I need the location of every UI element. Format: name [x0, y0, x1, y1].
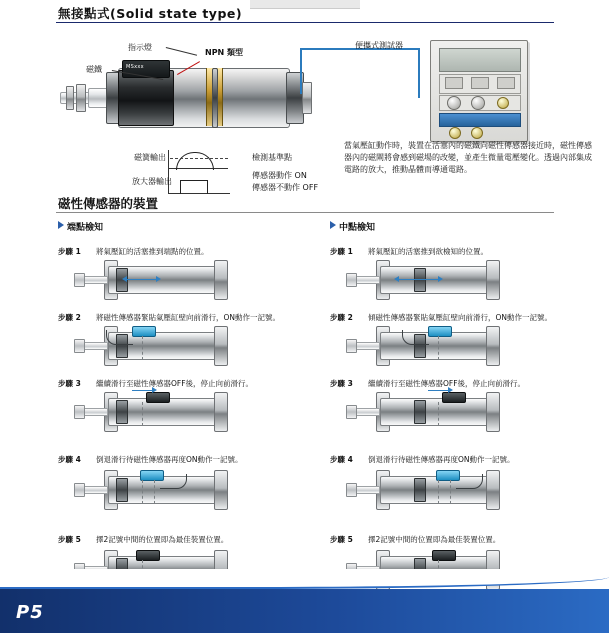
step-label-l2: 步驟 2	[58, 313, 81, 322]
mark-dash	[438, 402, 439, 426]
label-reed-output: 磁簧輸出	[134, 153, 166, 162]
section2-title: 磁性傳感器的裝置	[58, 196, 159, 211]
mini-rod-tip	[346, 273, 357, 287]
magnetic-sensor-off	[146, 392, 170, 403]
tester-screen	[439, 48, 521, 72]
label-portable-tester: 便攜式測試器	[355, 41, 403, 50]
tester-knob-1[interactable]	[447, 96, 461, 110]
mini-rod-tip	[74, 483, 85, 497]
sensor-wire	[402, 330, 429, 345]
step-text-r4: 倒退滑行待磁性傳感器再度ON動作一記號。	[368, 455, 515, 464]
magnetic-sensor-on	[132, 326, 156, 337]
cylinder-mini-r3	[352, 388, 527, 434]
mini-rod-tip	[346, 405, 357, 419]
step-text-r2: 傾磁性傳感器緊貼氣壓缸壁向前滑行，ON動作一記號。	[368, 313, 553, 322]
sensor-wire	[106, 330, 133, 345]
mini-rod-tip	[74, 339, 85, 353]
mark-dash	[142, 402, 143, 426]
mini-rod-tip	[74, 405, 85, 419]
cylinder-mini-l4	[80, 466, 255, 512]
step-text-l5: 擇2記號中間的位置即為最佳裝置位置。	[96, 535, 229, 544]
mini-rod-tip	[346, 483, 357, 497]
mini-rod-tip	[74, 273, 85, 287]
mini-cap-right	[214, 260, 228, 300]
slide-arrow-line	[428, 390, 448, 391]
column-head-mid-point	[330, 220, 375, 233]
page-title: 無接點式(Solid state type)	[58, 6, 243, 21]
step-text-l4: 倒退滑行待磁性傳感器再度ON動作一記號。	[96, 455, 243, 464]
rod-nut-1	[66, 86, 74, 110]
step-label-l3: 步驟 3	[58, 379, 81, 388]
step-label-l1: 步驟 1	[58, 247, 81, 256]
description-paragraph: 當氣壓缸動作時，裝置在活塞內的磁鐵向磁性傳感器接近時，磁性傳感器內的磁閘將會感到磁場的改變，並產生微量電壓變化。透過內部集成電路的放大，推動晶體而導通電路。	[344, 141, 592, 174]
ampout-pulse	[180, 180, 208, 194]
cylinder-mini-r4	[352, 466, 527, 512]
sensor-cable-v	[300, 48, 302, 94]
step-label-l5: 步驟 5	[58, 535, 81, 544]
tester-button-3[interactable]	[497, 77, 515, 89]
label-magnet: 磁鐵	[86, 65, 102, 74]
mark-dash	[438, 336, 439, 360]
mini-piston	[414, 478, 426, 502]
magnetic-sensor-on	[428, 326, 452, 337]
step-label-r4: 步驟 4	[330, 455, 353, 464]
label-npn-type: NPN 類型	[205, 48, 244, 57]
column-head-end-point	[58, 220, 103, 233]
mini-arrow-line	[398, 279, 438, 280]
step-label-r2: 步驟 2	[330, 313, 353, 322]
mini-cap-right	[214, 392, 228, 432]
mini-piston	[414, 268, 426, 292]
slide-arrow-right	[152, 387, 157, 393]
magnetic-sensor-final	[432, 550, 456, 561]
step-label-r3: 步驟 3	[330, 379, 353, 388]
mark-dash-1	[438, 480, 439, 504]
rod-nut-2	[76, 84, 86, 112]
cylinder-mini-l2	[80, 322, 255, 368]
tester-terminal-strip	[439, 113, 521, 127]
slide-arrow-line	[132, 390, 152, 391]
bullet-triangle-icon-2	[330, 221, 336, 229]
slide-arrow-right	[448, 387, 453, 393]
step-label-r5: 步驟 5	[330, 535, 353, 544]
column-head-mid-point-label: 中點檢知	[339, 223, 376, 233]
step-text-l3: 繼續滑行至磁性傳感器OFF後，停止向前滑行。	[96, 379, 254, 388]
label-amp-output: 放大器輸出	[132, 177, 172, 186]
mini-arrow-right	[438, 276, 443, 282]
mini-cap-right	[214, 326, 228, 366]
column-head-end-point-label: 端點檢知	[67, 223, 104, 233]
cylinder-mini-r2	[352, 322, 527, 368]
step-text-r1: 將氣壓缸的活塞推到欲檢知的位置。	[368, 247, 488, 256]
cylinder-mini-r1	[352, 256, 527, 302]
mini-cap-right	[486, 260, 500, 300]
cylinder-mini-l3	[80, 388, 255, 434]
label-sensor-on: 傳感器動作 ON	[252, 171, 307, 180]
waveform-bell	[176, 152, 214, 170]
step-text-l1: 將氣壓缸的活塞推到端點的位置。	[96, 247, 209, 256]
cylinder-cutaway	[118, 70, 174, 126]
mark-dash-2	[450, 480, 451, 504]
step-label-r1: 步驟 1	[330, 247, 353, 256]
waveform-threshold-line	[170, 158, 228, 159]
mini-cap-right	[486, 392, 500, 432]
mini-cap-right	[486, 470, 500, 510]
tester-jack-black[interactable]	[471, 127, 483, 139]
page-number: P5	[16, 602, 44, 623]
bullet-triangle-icon	[58, 221, 64, 229]
mark-dash-1	[142, 480, 143, 504]
tester-knob-2[interactable]	[471, 96, 485, 110]
mark-dash-2	[154, 480, 155, 504]
mini-rod-tip	[346, 339, 357, 353]
footer-bar	[0, 589, 609, 633]
title-rule	[56, 22, 554, 23]
sensor-cable-v2	[418, 48, 420, 98]
label-indicator: 指示燈	[128, 43, 152, 52]
top-stub	[250, 0, 360, 9]
mini-cap-right	[486, 326, 500, 366]
mini-arrow-left	[122, 276, 127, 282]
portable-tester	[430, 40, 528, 142]
mini-arrow-right	[156, 276, 161, 282]
label-sensor-off: 傳感器不動作 OFF	[252, 183, 319, 192]
magnetic-sensor-off	[442, 392, 466, 403]
mini-arrow-line	[126, 279, 156, 280]
tester-button-2[interactable]	[471, 77, 489, 89]
step-text-r3: 繼續滑行至磁性傳感器OFF後，停止向前滑行。	[368, 379, 526, 388]
mini-arrow-left	[394, 276, 399, 282]
step-text-l2: 將磁性傳感器緊貼氣壓缸壁向前滑行，ON動作一記號。	[96, 313, 281, 322]
mini-piston	[414, 400, 426, 424]
cylinder-mini-l1	[80, 256, 255, 302]
sensor-wire	[456, 474, 483, 489]
tester-jack[interactable]	[497, 97, 509, 109]
mini-cap-right	[214, 470, 228, 510]
step-text-r5: 擇2記號中間的位置即為最佳裝置位置。	[368, 535, 501, 544]
magnetic-sensor-final	[136, 550, 160, 561]
sensor-cable-h	[300, 48, 420, 102]
mini-piston	[116, 478, 128, 502]
section2-rule	[56, 212, 554, 213]
tester-button-1[interactable]	[445, 77, 463, 89]
sensor-model-label: MSxxx	[126, 64, 144, 70]
mini-piston	[116, 400, 128, 424]
sensor-wire	[160, 474, 187, 489]
mini-barrel	[380, 398, 494, 426]
label-detect-level: 檢測基準點	[252, 153, 292, 162]
tester-jack-red[interactable]	[449, 127, 461, 139]
mark-dash	[142, 336, 143, 360]
piston-core	[212, 68, 218, 128]
step-label-l4: 步驟 4	[58, 455, 81, 464]
